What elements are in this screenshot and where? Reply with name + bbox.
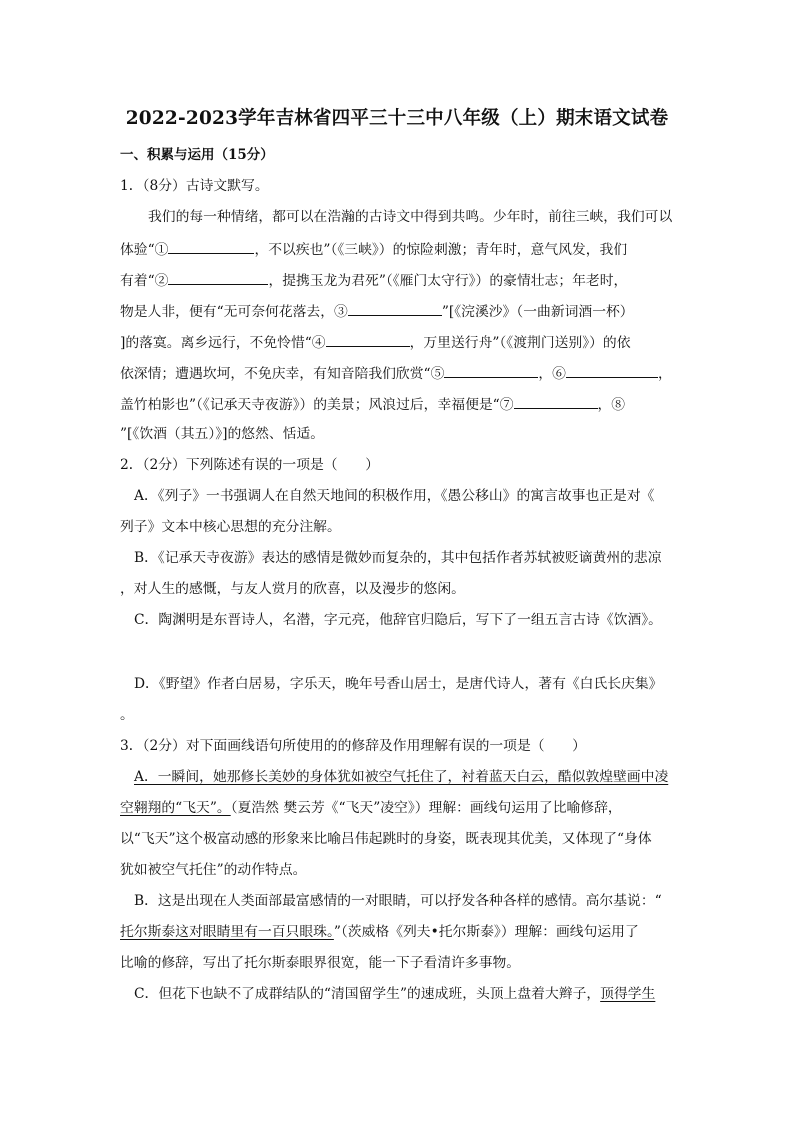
underlined-sentence: 空翱翔的“飞天”。 [120,800,231,816]
q2-option-d: D．《野望》作者白居易，字乐天，晚年号香山居士，是唐代诗人，著有《白氏长庆集》 [134,676,663,692]
answer-blank-4[interactable] [326,332,410,347]
q3-stem: 3．（2分）对下面画线语句所使用的的修辞及作用理解有误的一项是（ ） [120,738,586,754]
q3-option-b: B．这是出现在人类面部最富感情的一对眼睛，可以抒发各种各样的感情。高尔基说：“ [134,893,662,909]
q2-option-a: 列子》文本中核心思想的充分注解。 [120,519,341,535]
answer-blank-6[interactable] [566,363,658,378]
underlined-sentence: 顶得学生 [600,986,656,1002]
q3-option-b: 比喻的修辞，写出了托尔斯泰眼界很宽，能一下子看清许多事物。 [120,955,521,971]
q2-option-b: B．《记承天寺夜游》表达的感情是微妙而复杂的，其中包括作者苏轼被贬谪黄州的悲凉 [134,550,662,566]
answer-blank-2[interactable] [168,270,268,285]
page-title: 2022-2023学年吉林省四平三十三中八年级（上）期末语文试卷 [125,108,669,129]
answer-blank-7[interactable] [514,394,598,409]
q2-option-d: 。 [120,707,134,723]
q3-option-b: 托尔斯泰这对眼睛里有一百只眼珠。”（茨威格《列夫•托尔斯泰》）理解：画线句运用了 [120,924,639,940]
q1-line: 有着“② ，提携玉龙为君死”（《雁门太守行》）的豪情壮志；年老时， [120,270,627,290]
q1-line: 盖竹柏影也”（《记承天寺夜游》）的美景；风浪过后，幸福便是“⑦ ，⑧ [120,394,625,414]
section-heading: 一、积累与运用（15分） [120,147,274,163]
q1-line: ”[《饮酒（其五）》]的悠然、恬适。 [120,426,325,442]
underlined-sentence: 托尔斯泰这对眼睛里有一百只眼珠。 [120,924,334,940]
q3-option-a: A．一瞬间，她那修长美妙的身体犹如被空气托住了，衬着蓝天白云，酷似敦煌壁画中凌 [134,769,669,785]
q3-option-c: C．但花下也缺不了成群结队的“清国留学生”的速成班，头顶上盘着大辫子，顶得学生 [134,986,656,1002]
q1-line: 体验“① ，不以疾也”（《三峡》）的惊险刺激；青年时，意气风发，我们 [120,239,627,259]
q2-option-c: C．陶渊明是东晋诗人，名潜，字元亮，他辞官归隐后，写下了一组五言古诗《饮酒》。 [134,612,662,628]
q3-option-a: 空翱翔的“飞天”。（夏浩然 樊云芳《“飞天”凌空》）理解：画线句运用了比喻修辞， [120,800,622,816]
q1-line: ]的落寞。离乡远行，不免怜惜“④ ，万里送行舟”（《渡荆门送别》）的依 [120,332,631,352]
q3-option-a: 犹如被空气托住”的动作特点。 [120,862,307,878]
q2-option-a: A．《列子》一书强调人在自然天地间的积极作用，《愚公移山》的寓言故事也正是对《 [134,488,655,504]
answer-blank-5[interactable] [444,363,538,378]
q1-line: 我们的每一种情绪，都可以在浩瀚的古诗文中得到共鸣。少年时，前往三峡，我们可以 [148,209,673,225]
answer-blank-1[interactable] [168,239,254,254]
q2-option-b: ，对人生的感慨，与友人赏月的欣喜，以及漫步的悠闲。 [120,581,465,597]
q3-option-a: 以“飞天”这个极富动感的形象来比喻吕伟起跳时的身姿，既表现其优美，又体现了“身体 [120,831,652,847]
q1-line: 依深情；遭遇坎坷，不免庆幸，有知音陪我们欣赏“⑤ ，⑥ ， [120,363,672,383]
answer-blank-3[interactable] [348,301,442,316]
q2-stem: 2．（2分）下列陈述有误的一项是（ ） [120,457,379,473]
q1-line: 物是人非，便有“无可奈何花落去，③ ”[《浣溪沙》（一曲新词酒一杯） [120,301,634,321]
q1-stem: 1．（8分）古诗文默写。 [120,178,269,194]
